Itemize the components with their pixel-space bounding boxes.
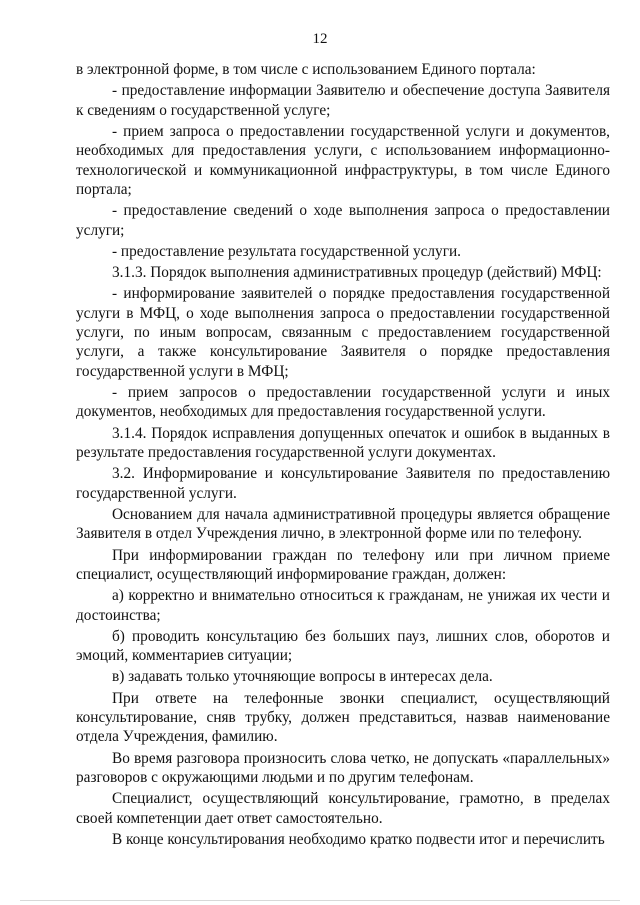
paragraph: Специалист, осуществляющий консультирование, грамотно, в пределах своей компетенции дает ответ самостоятельно. <box>76 790 610 827</box>
paragraph: Основанием для начала административной процедуры является обращение Заявителя в отдел Учреждения лично, в электронной форме или по телефону. <box>76 505 610 543</box>
paragraph: При ответе на телефонные звонки специалист, осуществляющий консультирование, сняв трубку, должен представиться, назвав наименование отдела Учреждения, фамилию. <box>76 689 610 746</box>
paragraph: При информировании граждан по телефону или при личном приеме специалист, осуществляющий информирование граждан, должен: <box>76 546 610 583</box>
paragraph: Во время разговора произносить слова четко, не допускать «параллельных» разговоров с окружающими людьми и по другим телефонам. <box>76 749 610 786</box>
section-heading: 3.1.3. Порядок выполнения административных процедур (действий) МФЦ: <box>112 264 602 282</box>
list-item: б) проводить консультацию без больших пауз, лишних слов, оборотов и эмоций, комментариев ситуации; <box>76 627 610 665</box>
page-number: 12 <box>312 31 328 47</box>
paragraph: - информирование заявителей о порядке предоставления государственной услуги в МФЦ, о ходе выполнения запроса о предоставлении государственной услуги, по иным вопросам, связанным с предоставлением государственной услуги, а также консультирование Заявителя о порядке предоставления государственной услуги в МФЦ; <box>76 285 610 380</box>
paragraph: - предоставление информации Заявителю и обеспечение доступа Заявителя к сведениям о государственной услуге; <box>76 82 610 119</box>
paragraph: - предоставление результата государственной услуги. <box>112 242 461 260</box>
section-heading: 3.1.4. Порядок исправления допущенных опечаток и ошибок в выданных в результате предоставления государственной услуги документах. <box>76 424 610 462</box>
list-item: в) задавать только уточняющие вопросы в интересах дела. <box>112 668 493 686</box>
paragraph: в электронной форме, в том числе с использованием Единого портала: <box>76 61 536 78</box>
paragraph: В конце консультирования необходимо кратко подвести итог и перечислить <box>112 830 605 848</box>
page-bottom-edge <box>20 900 620 901</box>
list-item: а) корректно и внимательно относиться к гражданам, не унижая их чести и достоинства; <box>76 587 610 624</box>
paragraph: - прием запросов о предоставлении государственной услуги и иных документов, необходимых для предоставления государственной услуги. <box>76 384 610 421</box>
section-heading: 3.2. Информирование и консультирование Заявителя по предоставлению государственной услуги. <box>76 465 610 502</box>
paragraph: - предоставление сведений о ходе выполнения запроса о предоставлении услуги; <box>76 202 610 239</box>
paragraph: - прием запроса о предоставлении государственной услуги и документов, необходимых для предоставления услуги, с использованием информационно-технологической и коммуникационной инфраструктуры, в том числе Единого портала; <box>76 122 610 199</box>
document-body <box>76 60 610 851</box>
